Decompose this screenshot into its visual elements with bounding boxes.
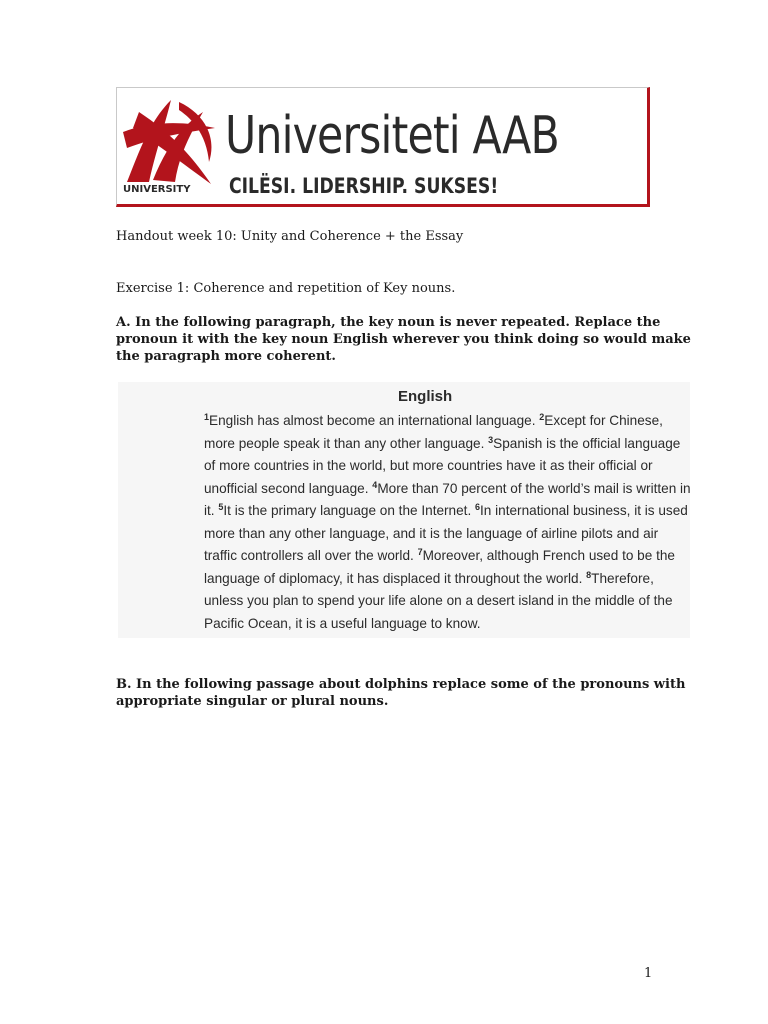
- instruction-a-line: pronoun it with the key noun English wherever you think doing so would make: [116, 332, 691, 347]
- sentence-number: 7: [417, 547, 423, 557]
- sentence: In international business, it is used more than any other language, and it is the language of airline pilots and air traffic controllers all over the world.: [204, 503, 688, 563]
- passage-title: English: [398, 388, 453, 405]
- sentence: Moreover, although French used to be the language of diplomacy, it has displaced it throughout the world.: [204, 548, 675, 586]
- logo-caption: UNIVERSITY: [123, 184, 191, 195]
- instruction-a-line: the paragraph more coherent.: [116, 349, 336, 364]
- page-number: 1: [644, 966, 653, 981]
- sentence: More than 70 percent of the world’s mail is written in it.: [204, 480, 691, 518]
- sentence-number: 1: [204, 412, 210, 422]
- university-tagline: CILËSI. LIDERSHIP. SUKSES!: [229, 174, 499, 198]
- instruction-b-line: appropriate singular or plural nouns.: [116, 694, 389, 709]
- instruction-b-line: B. In the following passage about dolphins replace some of the pronouns with: [116, 677, 686, 692]
- university-name: Universiteti AAB: [225, 106, 559, 166]
- sentence-number: 8: [586, 569, 592, 580]
- exercise-title: Exercise 1: Coherence and repetition of Key nouns.: [116, 281, 456, 296]
- handout-title: Handout week 10: Unity and Coherence + the Essay: [116, 229, 464, 244]
- sentence: Except for Chinese, more people speak it than any other language.: [204, 413, 663, 451]
- passage-body: [204, 410, 694, 635]
- instruction-a-line: A. In the following paragraph, the key noun is never repeated. Replace the: [116, 315, 661, 330]
- sentence: Spanish is the official language of more countries in the world, but more countries have it as their official or unofficial second language.: [204, 435, 681, 496]
- sentence-number: 3: [488, 434, 494, 445]
- sentence-number: 5: [218, 502, 224, 512]
- scanned-passage: [118, 382, 690, 638]
- university-banner: [116, 87, 650, 207]
- sentence-number: 2: [539, 412, 545, 422]
- sentence: English has almost become an international language.: [209, 413, 540, 428]
- sentence-number: 6: [475, 502, 481, 512]
- sentence-number: 4: [372, 479, 378, 490]
- sentence: Therefore, unless you plan to spend your life alone on a desert island in the middle of the Pacific Ocean, it is a useful language to know.: [204, 570, 673, 631]
- sentence: It is the primary language on the Internet.: [223, 503, 476, 518]
